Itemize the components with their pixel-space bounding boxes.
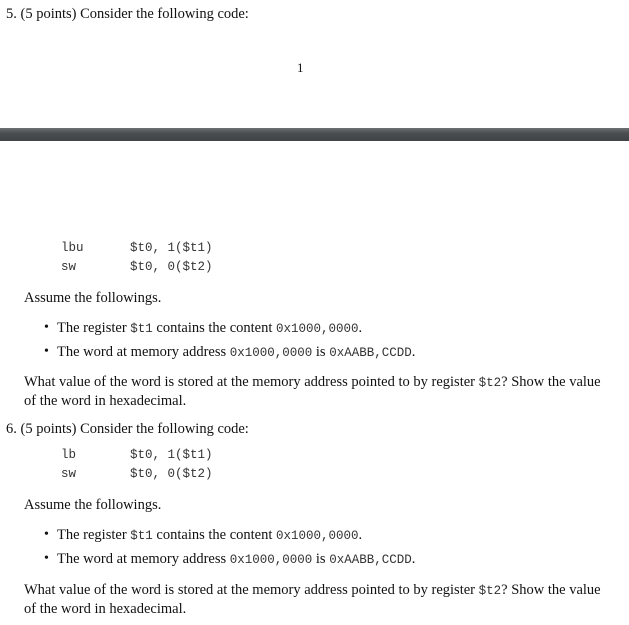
q6-b1-pre: The register [57, 527, 131, 543]
q5-b1-post: . [358, 320, 363, 336]
q6-code-args-1: $t0, 1($t1) [130, 448, 213, 462]
q6-b1-reg: $t1 [130, 529, 153, 543]
q6-assume: Assume the followings. [24, 497, 162, 513]
q5-code-args-2: $t0, 0($t2) [130, 260, 213, 274]
q5-code-op-2: sw [61, 260, 77, 274]
q6-b2-pre: The word at memory address [57, 551, 230, 567]
q5-code-args-1: $t0, 1($t1) [130, 241, 213, 255]
q6-b1-val: 0x1000,0000 [276, 529, 359, 543]
q6-q-post: ? Show the value of the word in hexadecimal. [24, 582, 601, 617]
q5-q-reg: $t2 [478, 376, 502, 390]
q6-b1-mid: contains the content [152, 527, 277, 543]
q5-code-op-1: lbu [61, 241, 84, 255]
q6-b2-mid: is [312, 551, 330, 567]
q6-code-args-2: $t0, 0($t2) [130, 467, 213, 481]
q5-b1-val: 0x1000,0000 [276, 322, 359, 336]
q6-b2-post: . [411, 551, 416, 567]
q6-b1-post: . [358, 527, 363, 543]
bullet-icon: • [44, 320, 49, 335]
q6-code-op-1: lb [61, 448, 77, 462]
q5-heading: 5. (5 points) Consider the following code: [6, 6, 249, 22]
q5-q-pre: What value of the word is stored at the memory address pointed to by register [24, 374, 479, 390]
q5-bullet-2 [57, 344, 415, 361]
q5-bullet-1 [57, 320, 362, 337]
q5-question [24, 373, 616, 410]
q6-b2-val: 0xAABB,CCDD [329, 553, 412, 567]
q5-b1-pre: The register [57, 320, 131, 336]
q6-b2-addr: 0x1000,0000 [229, 553, 313, 567]
q5-q-post: ? Show the value of the word in hexadecimal. [24, 374, 601, 409]
q6-bullet-2 [57, 551, 415, 568]
bullet-icon: • [44, 551, 49, 566]
page-break-bar [0, 128, 629, 141]
q5-b2-pre: The word at memory address [57, 344, 230, 360]
q6-bullet-1 [57, 527, 362, 544]
q5-b1-mid: contains the content [152, 320, 277, 336]
q6-q-reg: $t2 [478, 584, 502, 598]
q5-assume: Assume the followings. [24, 290, 162, 306]
q5-b2-addr: 0x1000,0000 [229, 346, 313, 360]
q5-b2-post: . [411, 344, 416, 360]
q5-b1-reg: $t1 [130, 322, 153, 336]
q5-b2-val: 0xAABB,CCDD [329, 346, 412, 360]
page-number: 1 [297, 60, 304, 75]
q5-b2-mid: is [312, 344, 330, 360]
q6-heading: 6. (5 points) Consider the following code: [6, 421, 249, 437]
q6-code-op-2: sw [61, 467, 77, 481]
bullet-icon: • [44, 527, 49, 542]
q6-question [24, 581, 616, 618]
q6-q-pre: What value of the word is stored at the memory address pointed to by register [24, 582, 479, 598]
bullet-icon: • [44, 344, 49, 359]
